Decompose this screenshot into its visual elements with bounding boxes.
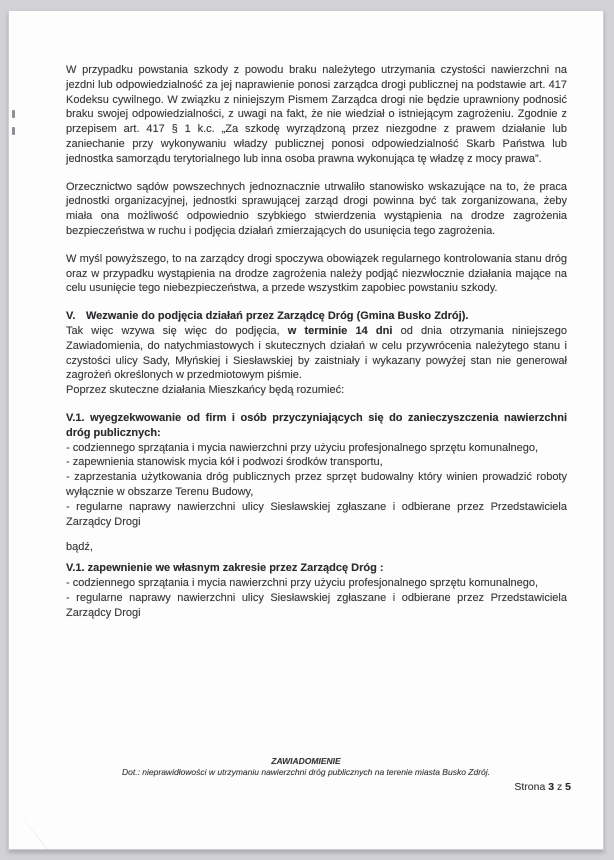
page-crease [15,808,48,850]
page-footer [9,756,603,794]
effective-actions-intro: Poprzez skuteczne działania Mieszkańcy będą rozumieć: [66,384,345,397]
section-v-heading [66,309,567,324]
summons-deadline: w terminie 14 dni [287,324,393,337]
subsection-v1b-heading: V.1. zapewnienie we własnym zakresie przez Zarządcę Dróg : [66,562,384,575]
list-item: - zapewnienia stanowisk mycia kół i podwozi środków transportu, [66,456,383,469]
paragraph-road-manager-duty: W myśl powyższego, to na zarządcy drogi spoczywa obowiązek regularnego kontrolowania stanu dróg oraz w przypadku wystąpienia na drodze zagrożenia należy podjąć niezwłocznie działania mające na celu usunięcie tego niebezpieczeństwa, a przede wszystkim zapobiec powstaniu szkody. [66,252,567,295]
paragraph-liability: W przypadku powstania szkody z powodu braku należytego utrzymania czystości nawierzchni na jezdni lub odpowiedzialność za jej naprawienie ponosi zarządca drogi publicznej na podstawie art. 417 Kodeksu cywilnego. W związku z niniejszym Pismem Zarządca drogi nie będzie uprawniony podnosić braku swojej odpowiedzialności, z uwagi na fakt, że nie wiedział o istniejącym zagrożeniu. Zgodnie z przepisem art. 417 § 1 k.c. „Za szkodę wyrządzoną przez niezgodne z prawem działanie lub zaniechanie przy wykonywaniu władzy publicznej ponosi odpowiedzialność Skarb Państwa lub jednostka samorządu terytorialnego lub inna osoba prawna wykonująca tę władzę z mocy prawa”. [66,64,567,165]
scan-artifact-mark [12,110,15,118]
list-item: - codziennego sprzątania i mycia nawierzchni przy użyciu profesjonalnego sprzętu komunalnego, [66,441,539,454]
conjunction-badz: bądź, [66,541,93,554]
document-body [66,63,567,620]
page-label: Strona [514,781,546,793]
list-item: - codziennego sprzątania i mycia nawierzchni przy użyciu profesjonalnego sprzętu komunalnego, [66,576,539,589]
section-v-number: V. [66,310,76,323]
subsection-v1a-heading: V.1. wyegzekwowanie od firm i osób przyczyniających się do zanieczyszczenia nawierzchni dróg publicznych: [66,411,567,439]
page-of-label: z [556,781,563,793]
list-item: - regularne naprawy nawierzchni ulicy Siesławskiej zgłaszane i odbierane przez Przedstawiciela Zarządcy Drogi [66,591,567,619]
footer-subject-line: Dot.: nieprawidłowości w utrzymaniu nawierzchni dróg publicznych na terenie miasta Busko Zdrój. [121,767,491,777]
summons-text-pre: Tak więc wzywa się więc do podjęcia, [66,324,288,337]
scan-artifact-mark [12,127,15,135]
list-item: - regularne naprawy nawierzchni ulicy Siesławskiej zgłaszane i odbierane przez Przedstawiciela Zarządcy Drogi [66,500,567,528]
page-number: 3 [548,781,555,793]
footer-document-title: ZAWIADOMIENIE [271,756,341,766]
page-number-indicator [9,780,603,794]
page-total: 5 [565,781,571,793]
list-item: - zaprzestania użytkowania dróg publicznych przez sprzęt budowalny który winien prowadzić roboty wyłącznie w obszarze Terenu Budowy, [66,471,567,498]
paragraph-summons [66,324,567,383]
section-v-title: Wezwanie do podjęcia działań przez Zarządcę Dróg (Gmina Busko Zdrój). [86,310,469,323]
paragraph-case-law: Orzecznictwo sądów powszechnych jednoznacznie utrwaliło stanowisko wskazujące na to, że praca jednostki organizacyjnej, jednostki sprawującej zarząd drogi powinna być tak zorganizowana, żeby miała ona możliwość odpowiednio szybkiego stwierdzenia wystąpienia na drodze zagrożenia bezpieczeństwa w ruchu i podjęcia działań zmierzających do usunięcia tego zagrożenia. [66,180,567,237]
summons-text-post: od dnia otrzymania niniejszego Zawiadomienia, do natychmiastowych i skutecznych działań w celu przywrócenia należytego stanu i czystości ulicy Sady, Młyńskiej i Siesławskiej by zaistniały i wykazany powyżej stan nie generował zagrożeń określonych w przedmiotowym piśmie. [66,324,568,382]
document-page [8,10,604,850]
